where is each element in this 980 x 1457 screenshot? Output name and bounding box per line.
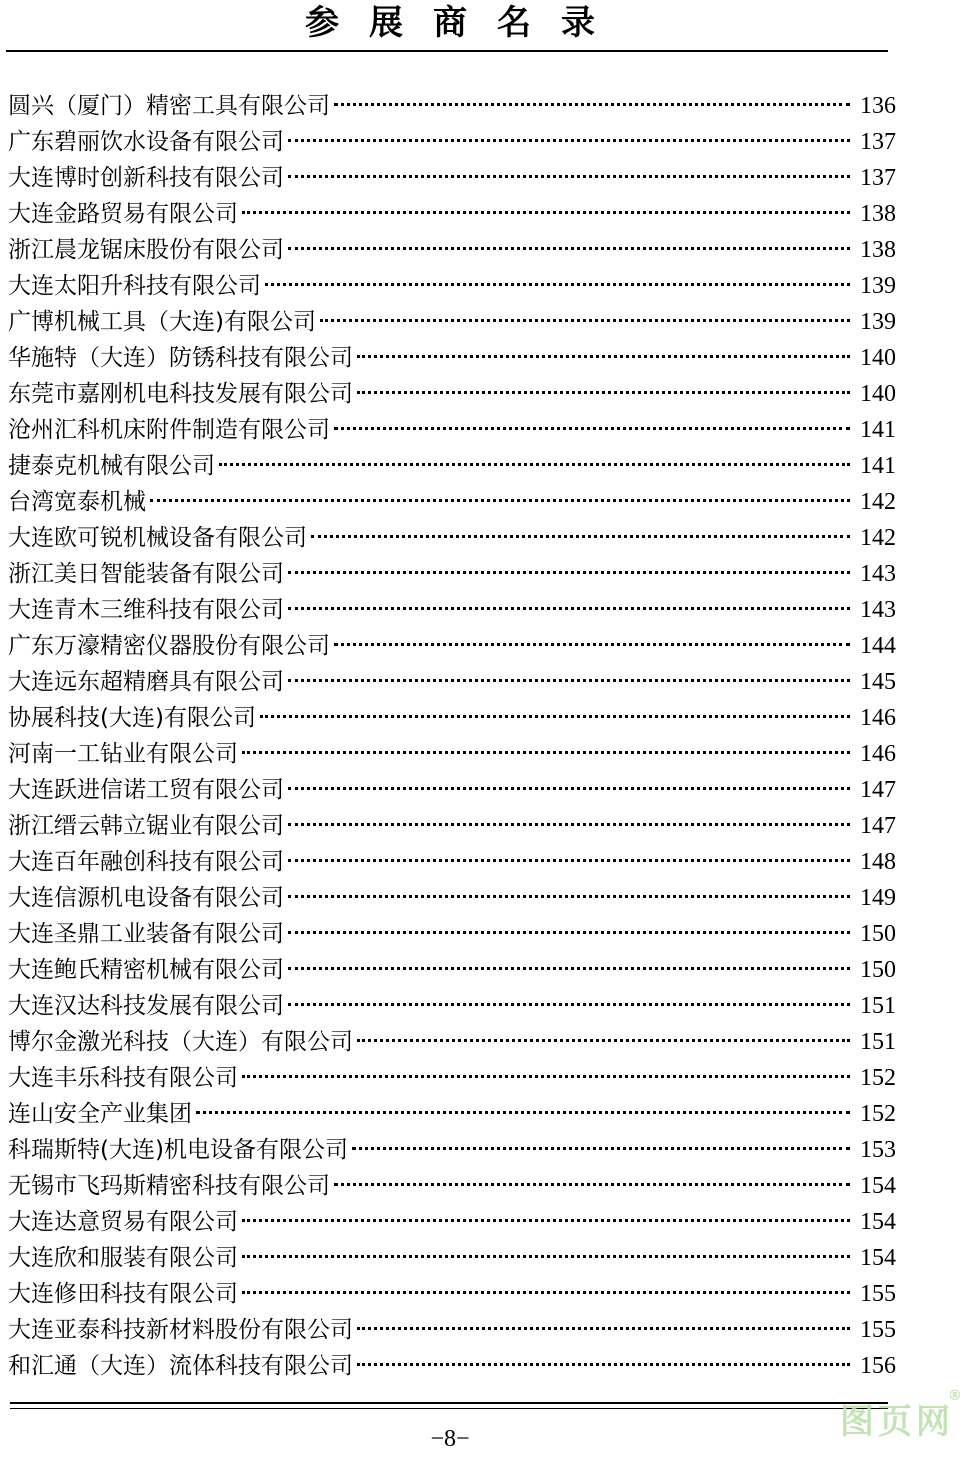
exhibitor-name: 大连跃进信诺工贸有限公司 <box>8 777 284 803</box>
exhibitor-name: 大连金路贸易有限公司 <box>8 201 238 227</box>
entry-page-number: 156 <box>860 1353 896 1379</box>
exhibitor-name: 大连达意贸易有限公司 <box>8 1209 238 1235</box>
entry-page-number: 146 <box>860 741 896 767</box>
exhibitor-name: 大连百年融创科技有限公司 <box>8 849 284 875</box>
exhibitor-name: 沧州汇科机床附件制造有限公司 <box>8 417 330 443</box>
directory-entry <box>8 1348 896 1384</box>
entry-page-number: 147 <box>860 813 896 839</box>
entry-page-number: 153 <box>860 1137 896 1163</box>
entry-page-number: 136 <box>860 93 896 119</box>
entry-page-number: 154 <box>860 1173 896 1199</box>
dot-leader <box>288 859 850 862</box>
entry-page-number: 144 <box>860 633 896 659</box>
directory-entry <box>8 448 896 484</box>
entry-page-number: 139 <box>860 273 896 299</box>
directory-entry <box>8 628 896 664</box>
directory-entry <box>8 124 896 160</box>
dot-leader <box>260 715 850 718</box>
dot-leader <box>357 1039 850 1042</box>
directory-entry <box>8 988 896 1024</box>
entry-page-number: 146 <box>860 705 896 731</box>
dot-leader <box>288 679 850 682</box>
entry-page-number: 145 <box>860 669 896 695</box>
exhibitor-name: 捷泰克机械有限公司 <box>8 453 215 479</box>
directory-entry <box>8 556 896 592</box>
dot-leader <box>288 175 850 178</box>
exhibitor-name: 浙江缙云韩立锯业有限公司 <box>8 813 284 839</box>
entry-page-number: 140 <box>860 381 896 407</box>
directory-entry <box>8 232 896 268</box>
dot-leader <box>265 283 850 286</box>
directory-entry <box>8 304 896 340</box>
exhibitor-name: 大连汉达科技发展有限公司 <box>8 993 284 1019</box>
entry-page-number: 151 <box>860 993 896 1019</box>
registered-mark: ® <box>948 1388 966 1404</box>
exhibitor-name: 大连欣和服装有限公司 <box>8 1245 238 1271</box>
dot-leader <box>311 535 850 538</box>
directory-entry <box>8 1132 896 1168</box>
exhibitor-name: 大连信源机电设备有限公司 <box>8 885 284 911</box>
dot-leader <box>196 1111 850 1114</box>
dot-leader <box>150 499 850 502</box>
entry-page-number: 138 <box>860 201 896 227</box>
directory-entry <box>8 340 896 376</box>
dot-leader <box>288 931 850 934</box>
directory-entry <box>8 160 896 196</box>
entry-page-number: 141 <box>860 453 896 479</box>
dot-leader <box>288 895 850 898</box>
dot-leader <box>357 1363 850 1366</box>
directory-entry <box>8 736 896 772</box>
directory-entry <box>8 268 896 304</box>
dot-leader <box>242 1075 850 1078</box>
exhibitor-name: 广东万濠精密仪器股份有限公司 <box>8 633 330 659</box>
dot-leader <box>288 139 850 142</box>
directory-entry <box>8 772 896 808</box>
dot-leader <box>242 751 850 754</box>
entry-page-number: 152 <box>860 1065 896 1091</box>
page-number: −8− <box>430 1426 470 1452</box>
directory-entry <box>8 1312 896 1348</box>
directory-entry <box>8 592 896 628</box>
header-divider <box>6 50 888 52</box>
entry-page-number: 138 <box>860 237 896 263</box>
entry-page-number: 142 <box>860 525 896 551</box>
entry-page-number: 150 <box>860 921 896 947</box>
dot-leader <box>334 1183 850 1186</box>
entry-page-number: 143 <box>860 597 896 623</box>
exhibitor-name: 广东碧丽饮水设备有限公司 <box>8 129 284 155</box>
exhibitor-name: 大连欧可锐机械设备有限公司 <box>8 525 307 551</box>
exhibitor-name: 浙江美日智能装备有限公司 <box>8 561 284 587</box>
directory-entry <box>8 1240 896 1276</box>
directory-entry <box>8 1024 896 1060</box>
directory-entry <box>8 520 896 556</box>
dot-leader <box>288 967 850 970</box>
exhibitor-name: 科瑞斯特(大连)机电设备有限公司 <box>8 1137 348 1163</box>
entry-page-number: 154 <box>860 1209 896 1235</box>
entry-page-number: 154 <box>860 1245 896 1271</box>
directory-entry <box>8 1060 896 1096</box>
entry-page-number: 155 <box>860 1281 896 1307</box>
exhibitor-name: 台湾宽泰机械 <box>8 489 146 515</box>
dot-leader <box>288 823 850 826</box>
directory-entry <box>8 376 896 412</box>
exhibitor-name: 大连博时创新科技有限公司 <box>8 165 284 191</box>
footer-divider-thin <box>10 1408 888 1409</box>
watermark-logo <box>840 1388 966 1443</box>
dot-leader <box>357 1327 850 1330</box>
directory-entry <box>8 664 896 700</box>
dot-leader <box>242 211 850 214</box>
dot-leader <box>242 1255 850 1258</box>
dot-leader <box>219 463 850 466</box>
dot-leader <box>320 319 850 322</box>
directory-entry <box>8 880 896 916</box>
dot-leader <box>242 1219 850 1222</box>
exhibitor-name: 大连修田科技有限公司 <box>8 1281 238 1307</box>
exhibitor-name: 博尔金激光科技（大连）有限公司 <box>8 1029 353 1055</box>
entry-page-number: 143 <box>860 561 896 587</box>
exhibitor-name: 连山安全产业集团 <box>8 1101 192 1127</box>
directory-entry <box>8 700 896 736</box>
entry-page-number: 150 <box>860 957 896 983</box>
entry-page-number: 151 <box>860 1029 896 1055</box>
directory-entry <box>8 196 896 232</box>
directory-entry <box>8 88 896 124</box>
footer-divider-thick <box>10 1402 888 1404</box>
page-title: 参展商名录 <box>305 3 625 43</box>
directory-entry <box>8 1204 896 1240</box>
exhibitor-name: 无锡市飞玛斯精密科技有限公司 <box>8 1173 330 1199</box>
directory-entry <box>8 1276 896 1312</box>
exhibitor-name: 协展科技(大连)有限公司 <box>8 705 256 731</box>
directory-entry <box>8 808 896 844</box>
exhibitor-name: 浙江晨龙锯床股份有限公司 <box>8 237 284 263</box>
entry-page-number: 137 <box>860 129 896 155</box>
dot-leader <box>288 571 850 574</box>
exhibitor-name: 圆兴（厦门）精密工具有限公司 <box>8 93 330 119</box>
exhibitor-name: 大连圣鼎工业装备有限公司 <box>8 921 284 947</box>
entry-page-number: 140 <box>860 345 896 371</box>
exhibitor-name: 大连鲍氏精密机械有限公司 <box>8 957 284 983</box>
directory-entry <box>8 412 896 448</box>
entry-page-number: 137 <box>860 165 896 191</box>
entry-page-number: 142 <box>860 489 896 515</box>
entry-page-number: 148 <box>860 849 896 875</box>
entry-page-number: 139 <box>860 309 896 335</box>
directory-entry <box>8 1096 896 1132</box>
dot-leader <box>352 1147 850 1150</box>
exhibitor-name: 和汇通（大连）流体科技有限公司 <box>8 1353 353 1379</box>
watermark-text: 图页网 <box>840 1402 954 1442</box>
dot-leader <box>242 1291 850 1294</box>
dot-leader <box>288 247 850 250</box>
exhibitor-name: 广博机械工具（大连)有限公司 <box>8 309 316 335</box>
directory-entry <box>8 916 896 952</box>
exhibitor-name: 东莞市嘉刚机电科技发展有限公司 <box>8 381 353 407</box>
exhibitor-name: 大连太阳升科技有限公司 <box>8 273 261 299</box>
directory-entry <box>8 1168 896 1204</box>
dot-leader <box>334 643 850 646</box>
directory-entry <box>8 952 896 988</box>
dot-leader <box>288 607 850 610</box>
entry-page-number: 147 <box>860 777 896 803</box>
exhibitor-name: 大连丰乐科技有限公司 <box>8 1065 238 1091</box>
exhibitor-name: 河南一工钻业有限公司 <box>8 741 238 767</box>
entry-page-number: 141 <box>860 417 896 443</box>
exhibitor-name: 大连青木三维科技有限公司 <box>8 597 284 623</box>
entry-page-number: 152 <box>860 1101 896 1127</box>
dot-leader <box>288 787 850 790</box>
entry-page-number: 149 <box>860 885 896 911</box>
directory-entry <box>8 844 896 880</box>
dot-leader <box>334 103 850 106</box>
exhibitor-name: 大连远东超精磨具有限公司 <box>8 669 284 695</box>
entry-page-number: 155 <box>860 1317 896 1343</box>
dot-leader <box>357 391 850 394</box>
dot-leader <box>288 1003 850 1006</box>
exhibitor-name: 华施特（大连）防锈科技有限公司 <box>8 345 353 371</box>
dot-leader <box>334 427 850 430</box>
exhibitor-name: 大连亚泰科技新材料股份有限公司 <box>8 1317 353 1343</box>
directory-entry <box>8 484 896 520</box>
dot-leader <box>357 355 850 358</box>
exhibitor-directory-list <box>8 88 896 1384</box>
